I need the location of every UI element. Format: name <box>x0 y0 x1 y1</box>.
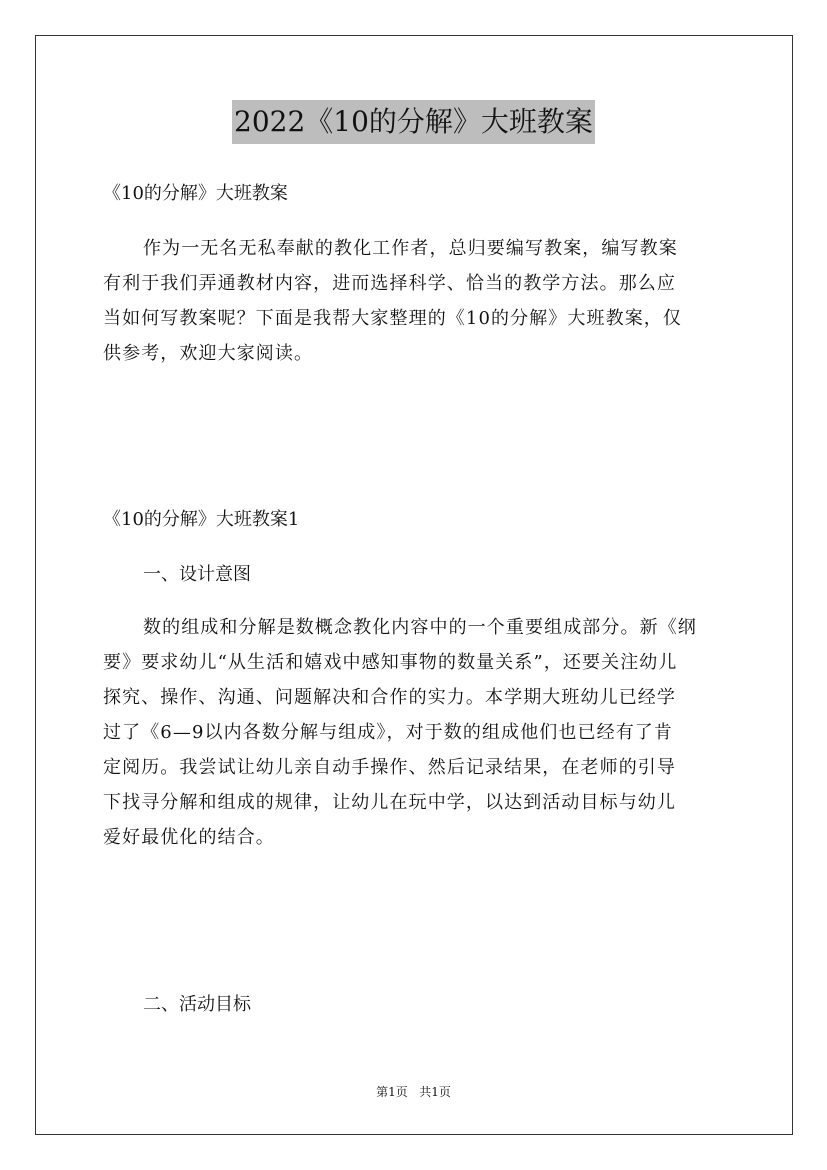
design-line: 探究、操作、沟通、问题解决和合作的实力。本学期大班幼儿已经学 <box>103 687 676 708</box>
design-line: 爱好最优化的结合。 <box>103 827 275 848</box>
intro-paragraph <box>103 231 727 371</box>
intro-line: 有利于我们弄通教材内容，进而选择科学、恰当的教学方法。那么应 <box>103 273 676 294</box>
section-title: 《10的分解》大班教案1 <box>103 509 300 530</box>
document-title: 2022《10的分解》大班教案 <box>232 100 595 144</box>
heading-activity-goals: 二、活动目标 <box>143 994 251 1015</box>
document-subtitle: 《10的分解》大班教案 <box>103 183 288 204</box>
heading-design-intent: 一、设计意图 <box>143 564 251 585</box>
page-total: 共1页 <box>419 1085 451 1099</box>
design-line: 要》要求幼儿“从生活和嬉戏中感知事物的数量关系”，还要关注幼儿 <box>103 652 678 673</box>
intro-line: 供参考，欢迎大家阅读。 <box>103 343 314 364</box>
design-line: 定阅历。我尝试让幼儿亲自动手操作、然后记录结果，在老师的引导 <box>103 757 676 778</box>
intro-line: 作为一无名无私奉献的教化工作者，总归要编写教案，编写教案 <box>143 238 678 259</box>
intro-line: 当如何写教案呢？下面是我帮大家整理的《10的分解》大班教案，仅 <box>103 308 683 329</box>
page-number: 第1页 <box>376 1085 408 1099</box>
design-line: 下找寻分解和组成的规律，让幼儿在玩中学，以达到活动目标与幼儿 <box>103 792 676 813</box>
design-paragraph <box>103 610 727 855</box>
design-line: 过了《6—9以内各数分解与组成》，对于数的组成他们也已经有了肯 <box>103 722 674 743</box>
title-container <box>0 100 827 144</box>
page-footer <box>0 1082 827 1102</box>
design-line: 数的组成和分解是数概念教化内容中的一个重要组成部分。新《纲 <box>143 617 697 638</box>
